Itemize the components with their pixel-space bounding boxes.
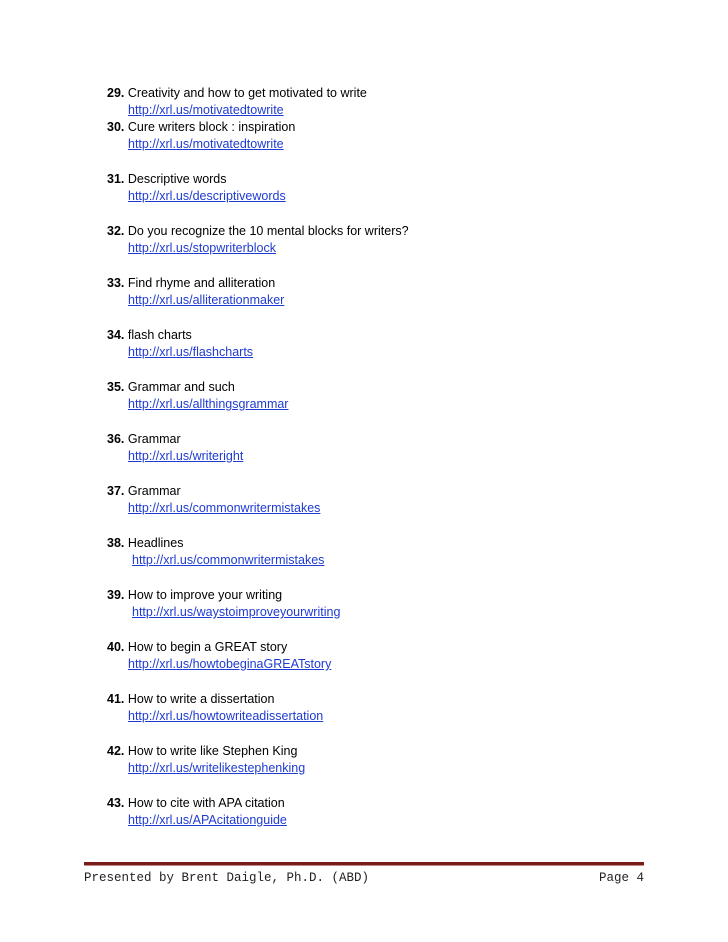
item-title: Descriptive words (127, 172, 227, 186)
item-title: How to begin a GREAT story (127, 640, 288, 654)
item-title: How to write like Stephen King (127, 744, 298, 758)
item-link[interactable]: http://xrl.us/stopwriterblock (128, 241, 276, 255)
list-item (107, 379, 687, 413)
item-title: Grammar (127, 484, 181, 498)
item-number: 42. (107, 744, 125, 758)
item-number: 37. (107, 484, 125, 498)
list-item (107, 691, 687, 725)
list-item (107, 327, 687, 361)
item-link[interactable]: http://xrl.us/commonwritermistakes (128, 501, 321, 515)
list-item (107, 431, 687, 465)
item-link[interactable]: http://xrl.us/writelikestephenking (128, 761, 306, 775)
page-number: Page 4 (598, 871, 644, 885)
item-link[interactable]: http://xrl.us/allthingsgrammar (128, 397, 289, 411)
list-item (107, 85, 687, 119)
item-link[interactable]: http://xrl.us/motivatedtowrite (128, 103, 284, 117)
item-link[interactable]: http://xrl.us/writeright (128, 449, 244, 463)
item-title: How to cite with APA citation (127, 796, 285, 810)
list-item (107, 639, 687, 673)
resource-list (107, 85, 687, 829)
list-item (107, 275, 687, 309)
item-link[interactable]: http://xrl.us/flashcharts (128, 345, 254, 359)
item-title: Do you recognize the 10 mental blocks for writers? (127, 224, 409, 238)
item-title: Headlines (127, 536, 184, 550)
item-link[interactable]: http://xrl.us/APAcitationguide (128, 813, 287, 827)
item-link[interactable]: http://xrl.us/howtobeginaGREATstory (128, 657, 332, 671)
item-title: flash charts (127, 328, 192, 342)
item-title: How to improve your writing (127, 588, 283, 602)
item-number: 43. (107, 796, 125, 810)
footer-presenter: Presented by Brent Daigle, Ph.D. (ABD) (84, 871, 370, 885)
item-title: Cure writers block : inspiration (127, 120, 296, 134)
item-number: 39. (107, 588, 125, 602)
item-number: 32. (107, 224, 125, 238)
item-number: 31. (107, 172, 125, 186)
item-link[interactable]: http://xrl.us/howtowriteadissertation (128, 709, 324, 723)
footer-divider (84, 862, 644, 866)
item-number: 40. (107, 640, 125, 654)
list-item (107, 795, 687, 829)
item-link[interactable]: http://xrl.us/waystoimproveyourwriting (132, 605, 341, 619)
list-item (107, 223, 687, 257)
list-item (107, 483, 687, 517)
item-number: 29. (107, 86, 125, 100)
item-title: Creativity and how to get motivated to write (127, 86, 367, 100)
item-link[interactable]: http://xrl.us/alliterationmaker (128, 293, 285, 307)
item-link[interactable]: http://xrl.us/motivatedtowrite (128, 137, 284, 151)
item-number: 34. (107, 328, 125, 342)
item-title: Grammar (127, 432, 181, 446)
list-item (107, 743, 687, 777)
list-item (107, 171, 687, 205)
item-link[interactable]: http://xrl.us/commonwritermistakes (132, 553, 325, 567)
item-title: How to write a dissertation (127, 692, 275, 706)
item-title: Grammar and such (127, 380, 235, 394)
item-number: 36. (107, 432, 125, 446)
item-number: 38. (107, 536, 125, 550)
item-title: Find rhyme and alliteration (127, 276, 276, 290)
item-number: 30. (107, 120, 125, 134)
list-item (107, 587, 687, 621)
item-link[interactable]: http://xrl.us/descriptivewords (128, 189, 286, 203)
list-item (107, 535, 687, 569)
item-number: 33. (107, 276, 125, 290)
item-number: 41. (107, 692, 125, 706)
list-item (107, 119, 687, 153)
item-number: 35. (107, 380, 125, 394)
